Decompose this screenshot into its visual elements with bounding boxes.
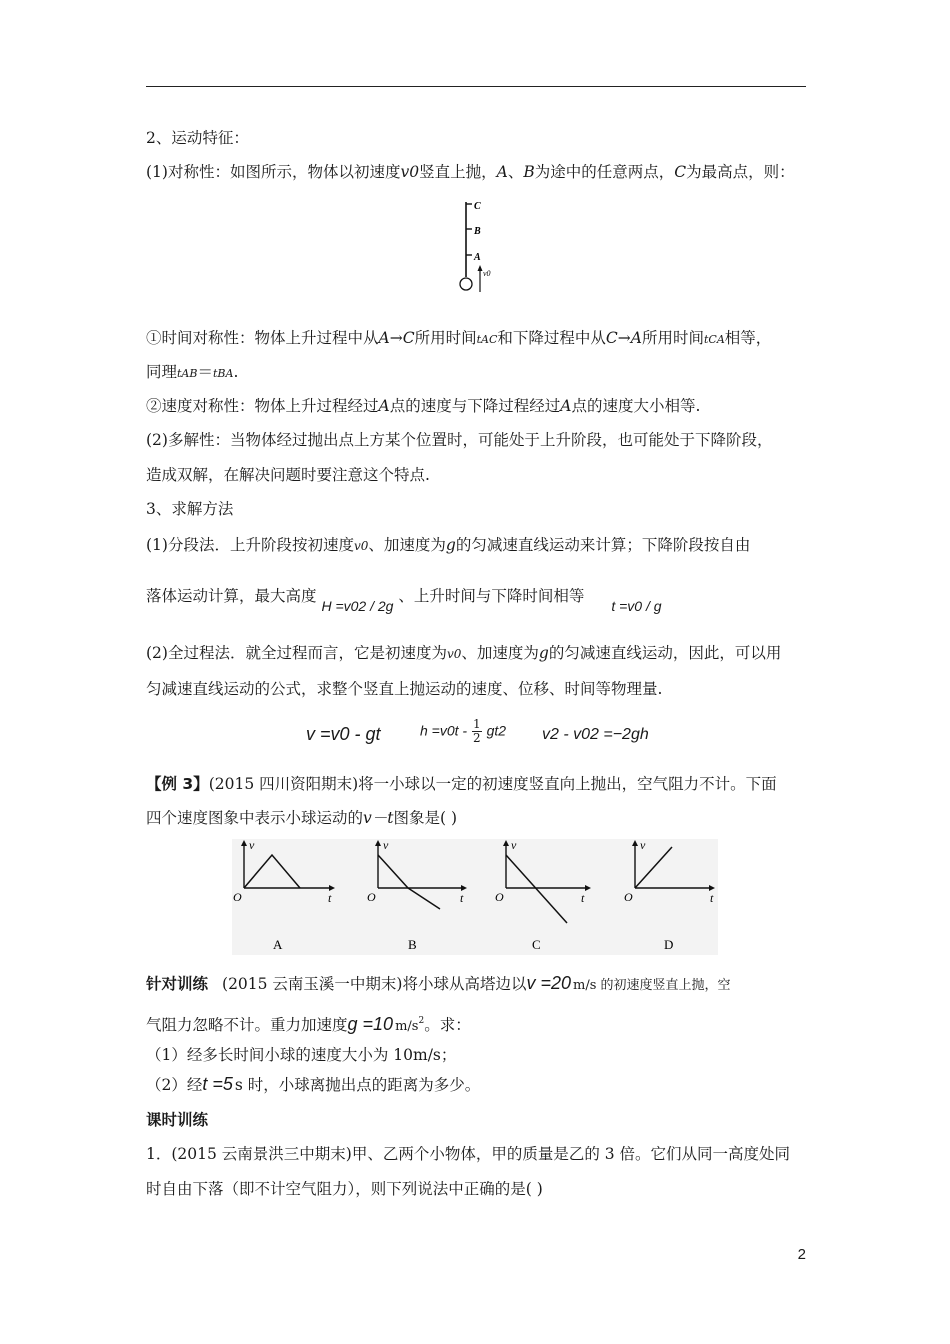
example-3-line1: 【例 3】(2015 四川资阳期末)将一小球以一定的初速度竖直向上抛出，空气阻力不计。下面	[146, 775, 777, 793]
page-number: 2	[797, 1246, 806, 1263]
fig-label-c: C	[474, 201, 481, 212]
training-question-2: （2）经t =5 s 时，小球离抛出点的距离为多少。	[146, 1074, 481, 1094]
initial-speed-formula: v =20	[526, 973, 572, 993]
segment-method-line2: 落体运动计算，最大高度 H =v02 / 2g 、上升时间与下降时间相等 t =v0 / g	[146, 587, 662, 614]
time-formula: t =v0 / g	[611, 598, 662, 614]
vt-graphs	[232, 839, 718, 959]
graph-a-t-label: t	[328, 891, 332, 905]
multi-solution-line2: 造成双解，在解决问题时要注意这个特点.	[146, 466, 430, 484]
graph-b-label: B	[408, 937, 417, 952]
velocity-formula: v =v0 - gt	[306, 724, 381, 744]
training-line1: 针对训练 (2015 云南玉溪一中期末)将小球从高塔边以v =20 m/s 的初速度竖直上抛，空	[146, 973, 731, 993]
time-symmetry-line1: ①时间对称性：物体上升过程中从A→C所用时间tAC和下降过程中从C→A所用时间tCA相等，	[146, 329, 772, 347]
graph-a-o-label: O	[233, 890, 242, 904]
speed-symmetry-line: ②速度对称性：物体上升过程经过A点的速度与下降过程经过A点的速度大小相等.	[146, 397, 701, 415]
graph-c-t-label: t	[581, 891, 585, 905]
training-line2: 气阻力忽略不计。重力加速度g =10 $m/s^2$。求：	[146, 1014, 471, 1034]
graph-c-o-label: O	[495, 890, 504, 904]
multi-solution-line1: (2)多解性：当物体经过抛出点上方某个位置时，可能处于上升阶段，也可能处于下降阶段，	[146, 431, 773, 449]
graph-a-label: A	[273, 937, 283, 952]
graph-b-t-label: t	[460, 891, 464, 905]
fig-label-v0: v0	[483, 269, 491, 278]
time-value-formula: t =5	[202, 1074, 233, 1094]
lesson-heading: 课时训练	[146, 1111, 209, 1129]
gravity-formula: g =10	[347, 1014, 394, 1034]
velocity-arrow-icon	[478, 265, 483, 271]
symmetry-line: (1)对称性：如图所示，物体以初速度v0竖直上抛，A、B为途中的任意两点，C为最高点，则：	[146, 163, 795, 181]
max-height-formula: H =v02 / 2g	[321, 598, 394, 614]
graph-d-label: D	[664, 937, 674, 952]
velocity-displacement-formula: v2 - v02 =−2gh	[542, 726, 649, 743]
graph-d-o-label: O	[624, 890, 633, 904]
lesson-question-1-line1: 1．(2015 云南景洪三中期末)甲、乙两个小物体，甲的质量是乙的 3 倍。它们从同一高度处同	[146, 1145, 791, 1163]
time-symmetry-line2: 同理tAB＝tBA.	[146, 363, 239, 381]
graph-c	[495, 839, 591, 952]
graph-a-v-label: v	[249, 839, 255, 852]
fig-label-a: A	[474, 252, 481, 263]
section-2-heading: 2、运动特征：	[146, 129, 249, 147]
graph-b-v-label: v	[383, 839, 389, 852]
lesson-question-1-line2: 时自由下落（即不计空气阻力），则下列说法中正确的是( )	[146, 1180, 543, 1198]
whole-process-line1: (2)全过程法．就全过程而言，它是初速度为v0、加速度为g的匀减速直线运动，因此，可以用	[146, 644, 782, 662]
graph-d-t-label: t	[710, 891, 714, 905]
graph-b-o-label: O	[367, 890, 376, 904]
training-question-1: （1）经多长时间小球的速度大小为 10m/s；	[146, 1046, 457, 1064]
segment-method-line1: (1)分段法．上升阶段按初速度v0、加速度为g的匀减速直线运动来计算；下降阶段按自由	[146, 536, 751, 554]
graph-c-v-label: v	[511, 839, 517, 852]
graph-b	[367, 839, 467, 952]
header-rule	[146, 86, 806, 87]
graph-d-v-label: v	[640, 839, 646, 852]
displacement-formula: h =v0t - $\frac{1}{2}$ gt2	[420, 717, 507, 745]
section-3-heading: 3、求解方法	[146, 500, 234, 518]
graph-a	[233, 839, 335, 952]
graph-c-label: C	[532, 937, 541, 952]
vertical-throw-figure	[450, 196, 510, 296]
fig-label-b: B	[474, 226, 481, 237]
graph-d	[624, 839, 715, 952]
whole-process-line2: 匀减速直线运动的公式，求整个竖直上抛运动的速度、位移、时间等物理量.	[146, 680, 663, 698]
example-3-line2: 四个速度图象中表示小球运动的v－t图象是( )	[146, 809, 458, 827]
